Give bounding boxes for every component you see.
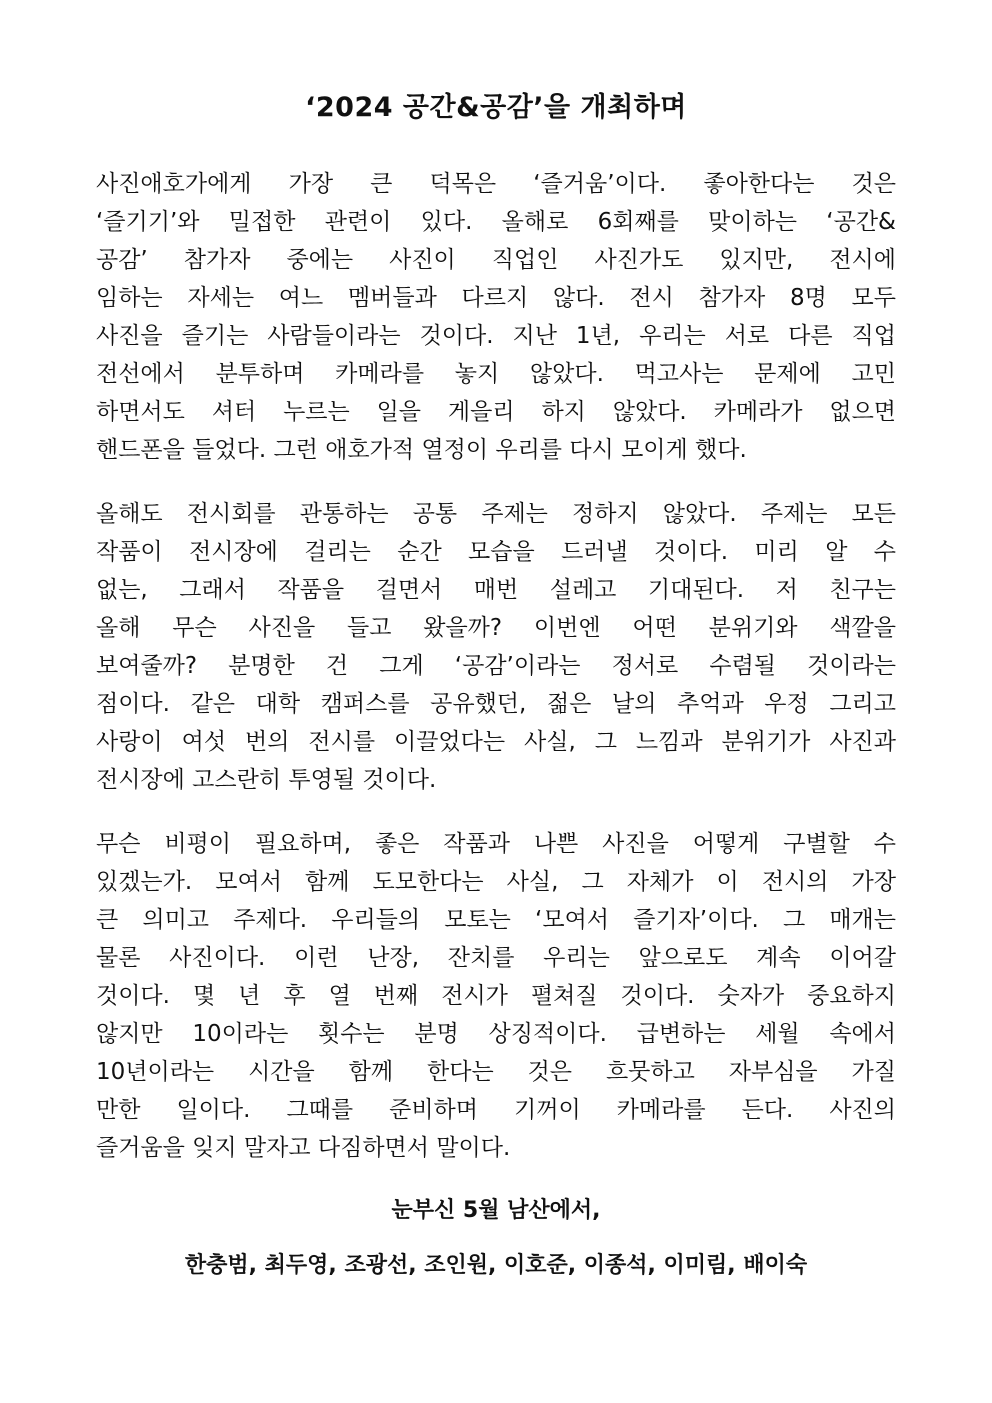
paragraph-line: 하면서도 셔터 누르는 일을 게을리 하지 않았다. 카메라가 없으면 [96,399,896,425]
paragraph-line: 올해 무슨 사진을 들고 왔을까? 이번엔 어떤 분위기와 색깔을 [96,615,896,641]
paragraph-line: 물론 사진이다. 이런 난장, 잔치를 우리는 앞으로도 계속 이어갈 [96,945,896,971]
paragraph-line: 전시장에 고스란히 투영될 것이다. [96,767,437,793]
paragraph-line: 점이다. 같은 대학 캠퍼스를 공유했던, 젊은 날의 추억과 우정 그리고 [96,691,896,717]
paragraph-line: 만한 일이다. 그때를 준비하며 기꺼이 카메라를 든다. 사진의 [96,1097,896,1123]
paragraph-line: 작품이 전시장에 걸리는 순간 모습을 드러낼 것이다. 미리 알 수 [96,539,896,565]
paragraph-2 [96,495,896,799]
closing-place: 눈부신 5월 남산에서, [391,1198,601,1223]
paragraph-line: 올해도 전시회를 관통하는 공통 주제는 정하지 않았다. 주제는 모든 [96,501,896,527]
paragraph-line: 보여줄까? 분명한 건 그게 ‘공감’이라는 정서로 수렴될 것이라는 [96,653,896,679]
document-title: ‘2024 공간&공감’을 개최하며 [305,92,687,123]
paragraph-line: 핸드폰을 들었다. 그런 애호가적 열정이 우리를 다시 모이게 했다. [96,437,747,463]
paragraph-line: 사진애호가에게 가장 큰 덕목은 ‘즐거움’이다. 좋아한다는 것은 [96,171,896,197]
paragraph-line: 있겠는가. 모여서 함께 도모한다는 사실, 그 자체가 이 전시의 가장 [96,869,896,895]
paragraph-line: 없는, 그래서 작품을 걸면서 매번 설레고 기대된다. 저 친구는 [96,577,896,603]
paragraph-line: 큰 의미고 주제다. 우리들의 모토는 ‘모여서 즐기자’이다. 그 매개는 [96,907,896,933]
paragraph-1 [96,165,896,469]
paragraph-line: 무슨 비평이 필요하며, 좋은 작품과 나쁜 사진을 어떻게 구별할 수 [96,831,896,857]
closing-names: 한충범, 최두영, 조광선, 조인원, 이호준, 이종석, 이미림, 배이숙 [184,1253,808,1278]
paragraph-line: 10년이라는 시간을 함께 한다는 것은 흐뭇하고 자부심을 가질 [96,1059,896,1085]
paragraph-line: 공감’ 참가자 중에는 사진이 직업인 사진가도 있지만, 전시에 [96,247,896,273]
paragraph-line: 임하는 자세는 여느 멤버들과 다르지 않다. 전시 참가자 8명 모두 [96,285,896,311]
paragraph-line: 즐거움을 잊지 말자고 다짐하면서 말이다. [96,1135,511,1161]
paragraph-line: 전선에서 분투하며 카메라를 놓지 않았다. 먹고사는 문제에 고민 [96,361,896,387]
paragraph-line: ‘즐기기’와 밀접한 관련이 있다. 올해로 6회째를 맞이하는 ‘공간& [96,209,896,235]
paragraph-line: 사랑이 여섯 번의 전시를 이끌었다는 사실, 그 느낌과 분위기가 사진과 [96,729,896,755]
paragraph-3 [96,825,896,1167]
paragraph-line: 않지만 10이라는 횟수는 분명 상징적이다. 급변하는 세월 속에서 [96,1021,896,1047]
paragraph-line: 사진을 즐기는 사람들이라는 것이다. 지난 1년, 우리는 서로 다른 직업 [96,323,896,349]
paragraph-line: 것이다. 몇 년 후 열 번째 전시가 펼쳐질 것이다. 숫자가 중요하지 [96,983,896,1009]
